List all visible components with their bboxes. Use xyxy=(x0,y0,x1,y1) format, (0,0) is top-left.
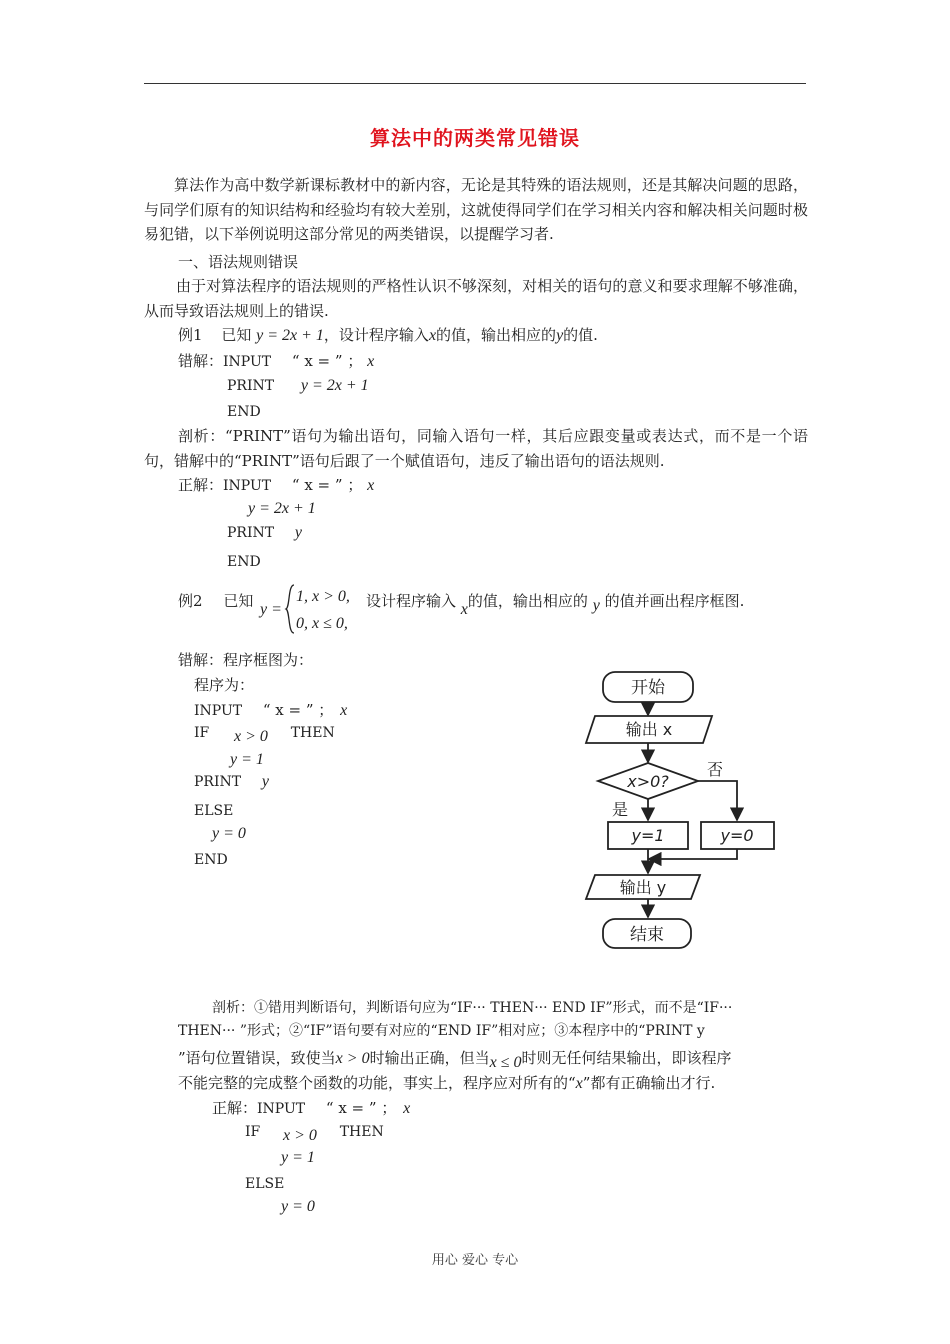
wrong2-prog-label: 程序为： xyxy=(194,676,255,694)
intro-paragraph: 算法作为高中数学新课标教材中的新内容，无论是其特殊的语法规则，还是其解决问题的思路，与同学们原有的知识结构和经验均有较大差别，这就使得同学们在学习相关内容和解决相关问题时极易犯错，以下举例说明这部分常见的两类错误，以提醒学习者. xyxy=(144,176,808,243)
correct1-input-str: “ x = ” ； xyxy=(291,476,363,494)
correct1-line1 xyxy=(178,475,374,496)
wrong1-label: 错解： xyxy=(178,352,224,370)
correct2-assign-y1: y = 1 xyxy=(281,1149,315,1166)
section-heading: 一、语法规则错误 xyxy=(178,253,299,271)
example2-brace xyxy=(284,583,296,635)
wrong2-line-print xyxy=(194,771,269,792)
correct2-if-kw: IF xyxy=(245,1124,261,1140)
flow-no-text: 否 xyxy=(706,760,724,779)
wrong2-assign-y0: y = 0 xyxy=(212,825,246,842)
example2-label-line xyxy=(178,591,253,611)
correct1-end-kw: END xyxy=(227,554,261,570)
example2-var-y: y xyxy=(592,597,600,614)
wrong2-then-kw: THEN xyxy=(290,725,335,741)
wrong1-end-kw: END xyxy=(227,404,261,420)
wrong2-line-if xyxy=(194,722,335,743)
example2-text-c: 的值，输出相应的 xyxy=(467,592,588,610)
wrong1-line1 xyxy=(178,351,374,372)
flow-end-text: 结束 xyxy=(630,925,664,945)
correct2-then-kw: THEN xyxy=(339,1124,384,1140)
flowchart xyxy=(570,665,800,955)
correct1-label: 正解： xyxy=(178,476,224,494)
analysis2-l3b: 时输出正确，但当 xyxy=(369,1049,490,1067)
page-footer: 用心 爱心 专心 xyxy=(431,1253,519,1268)
wrong2-line-else xyxy=(194,800,233,821)
correct1-assign-expr: y = 2x + 1 xyxy=(248,500,316,517)
wrong2-input-kw: INPUT xyxy=(194,703,243,719)
example2-text-a: 已知 xyxy=(223,592,254,610)
wrong1-input-str: “ x = ” ； xyxy=(291,352,363,370)
example2-rest xyxy=(366,591,745,618)
example2-label: 例2 xyxy=(178,592,203,610)
analysis2-l4b: ”都有正确输出才行. xyxy=(582,1074,716,1092)
analysis2-var-x: x xyxy=(575,1075,583,1092)
flow-start-text: 开始 xyxy=(631,678,665,698)
correct2-input-var: x xyxy=(403,1100,411,1117)
example1-text-d: 的值. xyxy=(563,326,598,344)
page-title: 算法中的两类常见错误 xyxy=(370,126,580,150)
wrong2-line-input xyxy=(194,700,347,721)
analysis2-cond1: x > 0 xyxy=(335,1050,370,1067)
example2-case1-text: 1, x > 0, xyxy=(296,588,350,605)
analysis2-l3c: 时则无任何结果输出，即该程序 xyxy=(521,1049,732,1067)
example1-var-x: x xyxy=(428,327,437,344)
wrong2-else-kw: ELSE xyxy=(194,803,234,819)
correct1-line4 xyxy=(227,551,261,572)
correct2-input-kw: INPUT xyxy=(257,1101,306,1117)
wrong1-input-var: x xyxy=(367,353,375,370)
flow-arrow-no xyxy=(698,781,737,820)
example2-var-x: x xyxy=(460,601,468,618)
wrong2-if-cond: x > 0 xyxy=(234,728,268,745)
flow-y1-text: y=1 xyxy=(631,826,665,845)
flow-output-x-text: 输出 x xyxy=(625,720,673,739)
wrong2-assign-y1: y = 1 xyxy=(230,751,264,768)
correct2-else-kw: ELSE xyxy=(245,1176,285,1192)
flow-output-y-text: 输出 y xyxy=(619,878,667,897)
wrong2-label: 错解：程序框图为： xyxy=(178,651,314,669)
correct1-input-var: x xyxy=(367,477,375,494)
correct2-line-else xyxy=(245,1173,284,1194)
example1 xyxy=(178,325,598,346)
analysis2-line3 xyxy=(178,1048,732,1069)
example2-case2-text: 0, x ≤ 0, xyxy=(296,615,348,632)
correct2-label: 正解： xyxy=(212,1099,258,1117)
analysis2-l3a: ”语句位置错误，致使当 xyxy=(178,1049,336,1067)
correct1-line3 xyxy=(227,522,302,543)
example1-label: 例1 xyxy=(178,326,203,344)
wrong1-print-expr: y = 2x + 1 xyxy=(300,377,369,394)
wrong1-line2 xyxy=(227,375,369,396)
section1-paragraph: 由于对算法程序的语法规则的严格性认识不够深刻，对相关的语句的意义和要求理解不够准确，从而导致语法规则上的错误. xyxy=(144,277,808,320)
analysis1-paragraph: 剖析：“PRINT”语句为输出语句，同输入语句一样，其后应跟变量或表达式，而不是一个语句，错解中的“PRINT”语句后跟了一个赋值语句，违反了输出语句的语法规则. xyxy=(144,427,808,470)
correct2-line-y0 xyxy=(281,1196,315,1217)
analysis2-line4 xyxy=(178,1073,715,1094)
correct1-print-kw: PRINT xyxy=(227,525,275,541)
flow-condition-text: x>0? xyxy=(627,772,669,791)
example2-case2 xyxy=(296,613,348,634)
example1-text-a: 已知 xyxy=(221,326,252,344)
example2-y-eq xyxy=(260,599,282,620)
correct1-line2 xyxy=(248,498,316,519)
example1-text-b: ，设计程序输入 xyxy=(323,326,429,344)
flow-yes-text: 是 xyxy=(611,800,629,819)
wrong2-print-var: y xyxy=(261,773,269,790)
wrong1-input-kw: INPUT xyxy=(223,354,272,370)
wrong2-line-y1 xyxy=(230,749,264,770)
analysis2-line2: THEN··· ”形式；②“IF”语句要有对应的“END IF”相对应；③本程序中的“PRINT y xyxy=(178,1023,705,1039)
example1-var-y: y xyxy=(556,327,564,344)
analysis2-cond2: x ≤ 0 xyxy=(489,1054,522,1071)
wrong2-input-var: x xyxy=(340,702,348,719)
wrong2-line-y0 xyxy=(212,823,246,844)
wrong2-end-kw: END xyxy=(194,852,228,868)
correct2-line-if xyxy=(245,1121,384,1142)
example2-case1 xyxy=(296,586,350,607)
analysis2-line1: 剖析：①错用判断语句，判断语句应为“IF··· THEN··· END IF”形式，而不是“IF··· xyxy=(212,1000,733,1016)
correct2-if-cond: x > 0 xyxy=(283,1127,317,1144)
example1-formula: y = 2x + 1 xyxy=(256,327,324,344)
flow-y0-text: y=0 xyxy=(720,826,754,845)
analysis2-l4a: 不能完整的完成整个函数的功能，事实上，程序应对所有的“ xyxy=(178,1074,576,1092)
example2-text-d: 的值并画出程序框图. xyxy=(604,592,745,610)
example2-y-eq-text: y = xyxy=(260,601,282,618)
correct1-print-var: y xyxy=(294,524,302,541)
wrong1-print-kw: PRINT xyxy=(227,378,275,394)
wrong2-input-str: “ x = ” ； xyxy=(262,701,334,719)
correct2-line-input xyxy=(212,1098,410,1119)
wrong1-line3 xyxy=(227,401,261,422)
example1-text-c: 的值，输出相应的 xyxy=(436,326,557,344)
wrong2-line-end xyxy=(194,849,228,870)
header-rule xyxy=(144,83,806,84)
wrong2-if-kw: IF xyxy=(194,725,210,741)
correct2-input-str: “ x = ” ； xyxy=(325,1099,397,1117)
example2-text-b: 设计程序输入 xyxy=(366,592,457,610)
correct2-line-y1 xyxy=(281,1147,315,1168)
wrong2-print-kw: PRINT xyxy=(194,774,242,790)
flow-arrow-merge xyxy=(649,849,737,859)
correct1-input-kw: INPUT xyxy=(223,478,272,494)
correct2-assign-y0: y = 0 xyxy=(281,1198,315,1215)
